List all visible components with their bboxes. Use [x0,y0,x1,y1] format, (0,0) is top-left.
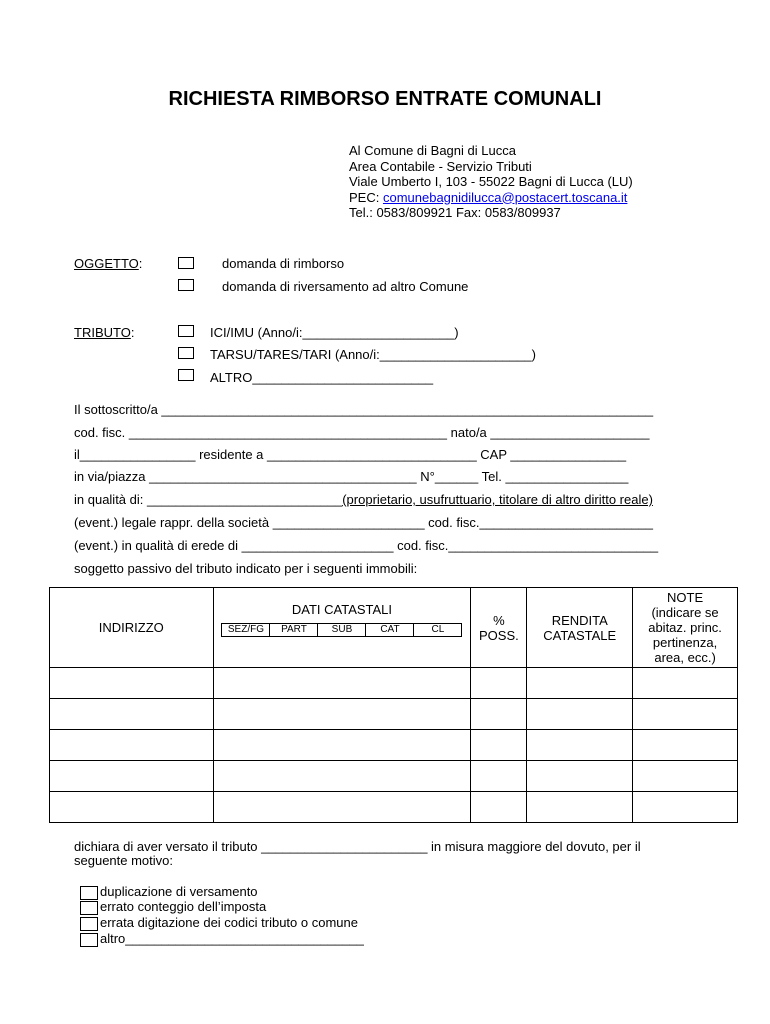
motivo-duplicazione: duplicazione di versamento [100,884,258,899]
oggetto-option-riversamento: domanda di riversamento ad altro Comune [222,279,469,294]
subcol-cl: CL [431,624,445,635]
cell-rendita[interactable] [527,730,633,761]
oggetto-checkbox-rimborso[interactable] [178,257,194,269]
address-pec [349,190,633,206]
cell-dati-catastali[interactable] [213,792,471,823]
cell-note[interactable] [633,668,738,699]
dichiara-line-2: seguente motivo: [74,853,174,868]
cell-dati-catastali[interactable] [213,699,471,730]
poss-line-2: POSS. [478,627,519,643]
tributo-label: TRIBUTO [74,325,131,340]
cell-indirizzo[interactable] [50,730,214,761]
dati-catastali-subcolumns [221,623,462,637]
oggetto-colon: : [138,256,143,271]
table-row [50,730,738,761]
address-line-3: Viale Umberto I, 103 - 55022 Bagni di Lucca (LU) [349,174,633,189]
header-indirizzo: INDIRIZZO [50,588,214,668]
oggetto-label: OGGETTO [74,256,139,271]
cell-indirizzo[interactable] [50,792,214,823]
field-erede: (event.) in qualità di erede di _____________________ cod. fisc._____________________________ [74,538,659,553]
tributo-checkbox-altro[interactable] [178,369,194,381]
motivo-checkbox-duplicazione[interactable] [80,886,98,900]
field-via-piazza: in via/piazza _____________________________________ N°______ Tel. _________________ [74,469,629,484]
motivo-checkbox-errata-digitazione[interactable] [80,917,98,931]
field-il-residente: il________________ residente a _____________________________ CAP ________________ [74,447,627,462]
subcol-sez-fg: SEZ/FG [222,624,270,636]
header-rendita [527,588,633,668]
recipient-address [349,143,633,221]
note-line-1: NOTE [667,590,704,605]
subcol-cat: CAT [366,624,414,636]
cell-dati-catastali[interactable] [213,730,471,761]
oggetto-option-rimborso: domanda di rimborso [222,256,345,271]
cell-poss[interactable] [471,792,527,823]
cell-indirizzo[interactable] [50,668,214,699]
poss-line-1: % [493,612,505,628]
note-line-3: abitaz. princ. [648,620,722,635]
motivo-checkbox-altro[interactable] [80,933,98,947]
tributo-checkbox-tarsu[interactable] [178,347,194,359]
motivo-errata-digitazione: errata digitazione dei codici tributo o comune [100,915,358,930]
cell-dati-catastali[interactable] [213,761,471,792]
field-codfisc-nato: cod. fisc. ____________________________________________ nato/a ______________________ [74,425,650,440]
cell-poss[interactable] [471,730,527,761]
header-poss [471,588,527,668]
address-line-1: Al Comune di Bagni di Lucca [349,143,516,158]
pec-email-link[interactable]: comunebagnidilucca@postacert.toscana.it [382,189,628,205]
address-phone-fax: Tel.: 0583/809921 Fax: 0583/809937 [349,205,561,220]
note-line-4: pertinenza, [652,635,718,650]
field-sottoscritto: Il sottoscritto/a ____________________________________________________________________ [74,402,654,417]
cell-indirizzo[interactable] [50,761,214,792]
oggetto-label-group [74,256,142,271]
table-row [50,761,738,792]
rendita-line-1: RENDITA [551,612,608,628]
note-line-5: area, ecc.) [654,650,716,665]
qualita-label: in qualità di: [74,492,147,507]
tributo-label-group [74,325,134,340]
cell-rendita[interactable] [527,699,633,730]
table-row [50,792,738,823]
tributo-checkbox-ici[interactable] [178,325,194,337]
table-row [50,668,738,699]
rendita-line-2: CATASTALE [543,627,617,643]
pec-label: PEC: [349,189,383,205]
tributo-colon: : [130,325,135,340]
tributo-option-ici: ICI/IMU (Anno/i:_____________________) [210,325,459,340]
header-dati-catastali [213,588,471,668]
cell-poss[interactable] [471,668,527,699]
cell-rendita[interactable] [527,668,633,699]
cell-dati-catastali[interactable] [213,668,471,699]
cell-note[interactable] [633,730,738,761]
table-row [50,699,738,730]
tributo-option-tarsu: TARSU/TARES/TARI (Anno/i:_____________________) [210,347,536,362]
motivo-checkbox-errato-conteggio[interactable] [80,901,98,915]
field-qualita [74,492,653,507]
qualita-blank: ___________________________ [147,492,343,507]
cell-note[interactable] [633,761,738,792]
subcol-part: PART [270,624,318,636]
cell-rendita[interactable] [527,792,633,823]
page-title: RICHIESTA RIMBORSO ENTRATE COMUNALI [168,88,602,110]
motivo-altro: altro_________________________________ [100,931,364,946]
cell-note[interactable] [633,792,738,823]
dichiara-line-1: dichiara di aver versato il tributo _______________________ in misura maggiore del dovuto, per il [74,839,641,854]
header-note [633,588,738,668]
field-soggetto-passivo: soggetto passivo del tributo indicato per i seguenti immobili: [74,561,418,576]
note-line-2: (indicare se [651,605,719,620]
table-header-row [50,588,738,668]
cell-indirizzo[interactable] [50,699,214,730]
cell-note[interactable] [633,699,738,730]
motivo-errato-conteggio: errato conteggio dell’imposta [100,899,267,914]
field-legale-rappr: (event.) legale rappr. della società _____________________ cod. fisc.________________________ [74,515,653,530]
subcol-sub: SUB [318,624,366,636]
oggetto-checkbox-riversamento[interactable] [178,279,194,291]
tributo-option-altro: ALTRO_________________________ [210,370,434,385]
qualita-suffix: (proprietario, usufruttuario, titolare di altro diritto reale) [342,492,653,507]
immobili-table [49,587,738,823]
dati-catastali-title: DATI CATASTALI [291,602,393,617]
cell-poss[interactable] [471,699,527,730]
cell-rendita[interactable] [527,761,633,792]
address-line-2: Area Contabile - Servizio Tributi [349,158,532,174]
cell-poss[interactable] [471,761,527,792]
